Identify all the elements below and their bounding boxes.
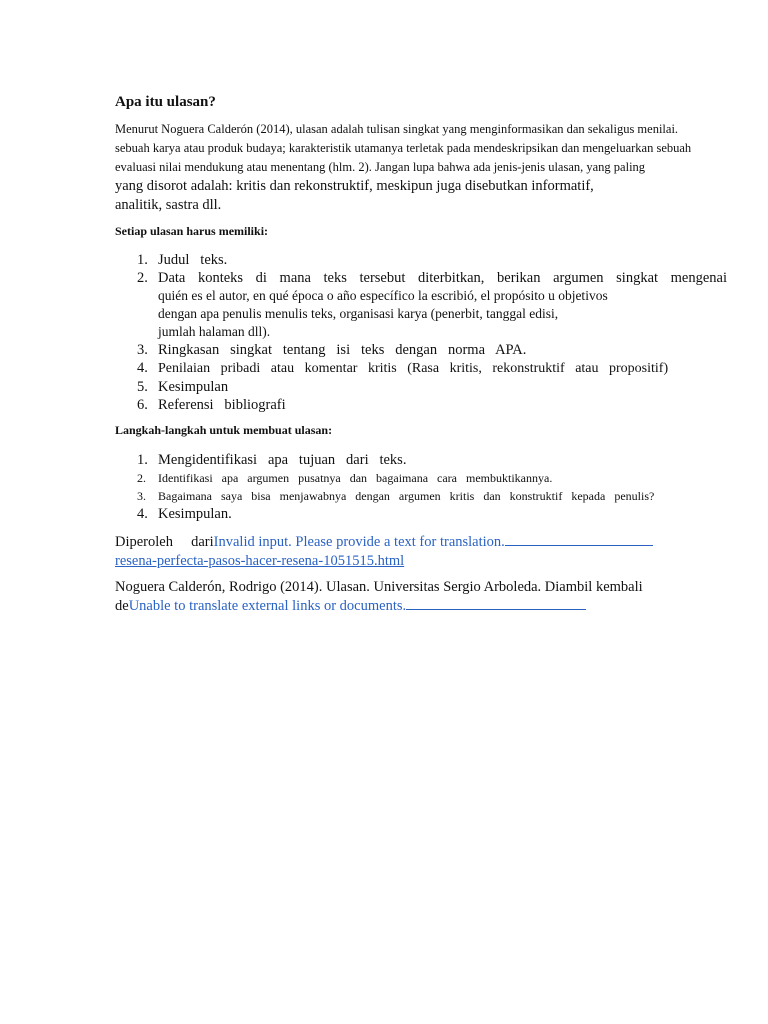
reference-citation	[115, 578, 715, 616]
list-item: 2. Identifikasi apa argumen pusatnya dan bagaimana cara membuktikannya.	[137, 471, 553, 485]
page-title: Apa itu ulasan?	[115, 94, 216, 110]
reference-link-continuation[interactable]: resena-perfecta-pasos-hacer-resena-1051515.html	[115, 553, 405, 569]
citation-prefix: de	[115, 598, 129, 614]
list-item: 5. Kesimpulan	[137, 379, 229, 395]
intro-line: analitik, sastra dll.	[115, 197, 222, 213]
intro-line: Menurut Noguera Calderón (2014), ulasan adalah tulisan singkat yang menginformasikan dan sekaligus menilai.	[115, 122, 679, 136]
list-item: 2. Data konteks di mana teks tersebut diterbitkan, berikan argumen singkat mengenai quién es el autor, en qué época o año específico la escribió, el propósito u objetivos dengan apa penulis menulis teks, organisasi karya (penerbit, tanggal edisi, jumlah halaman dll).	[137, 270, 727, 339]
reference-source	[115, 533, 715, 571]
list-item: 4. Kesimpulan.	[137, 506, 232, 522]
requirements-list	[137, 251, 727, 414]
list-item: 1. Mengidentifikasi apa tujuan dari teks.	[137, 452, 407, 468]
reference-prefix: Diperoleh dari	[115, 534, 214, 550]
list-item: 3. Bagaimana saya bisa menjawabnya dengan argumen kritis dan konstruktif kepada penulis?	[137, 489, 655, 503]
citation-line: Noguera Calderón, Rodrigo (2014). Ulasan. Universitas Sergio Arboleda. Diambil kembali	[115, 579, 643, 595]
intro-line: sebuah karya atau produk budaya; karakteristik utamanya terletak pada mendeskripsikan dan mengeluarkan sebuah	[115, 141, 692, 155]
list-item: 6. Referensi bibliografi	[137, 397, 286, 413]
section-heading-requirements: Setiap ulasan harus memiliki:	[115, 224, 269, 238]
list-item: 4. Penilaian pribadi atau komentar kritis (Rasa kritis, rekonstruktif atau propositif)	[137, 360, 669, 376]
link-underline	[505, 544, 653, 546]
list-item: 3. Ringkasan singkat tentang isi teks dengan norma APA.	[137, 342, 527, 358]
list-item: 1. Judul teks.	[137, 252, 228, 268]
intro-line: yang disorot adalah: kritis dan rekonstruktif, meskipun juga disebutkan informatif,	[115, 178, 594, 194]
section-heading-steps: Langkah-langkah untuk membuat ulasan:	[115, 423, 333, 437]
link-underline	[406, 608, 586, 610]
reference-link[interactable]: Invalid input. Please provide a text for translation.	[213, 534, 505, 550]
citation-link[interactable]: Unable to translate external links or documents.	[128, 598, 407, 614]
intro-paragraph	[115, 120, 730, 215]
steps-list	[137, 451, 727, 523]
intro-line: evaluasi nilai mendukung atau menentang (hlm. 2). Jangan lupa bahwa ada jenis-jenis ulasan, yang paling	[115, 160, 646, 174]
